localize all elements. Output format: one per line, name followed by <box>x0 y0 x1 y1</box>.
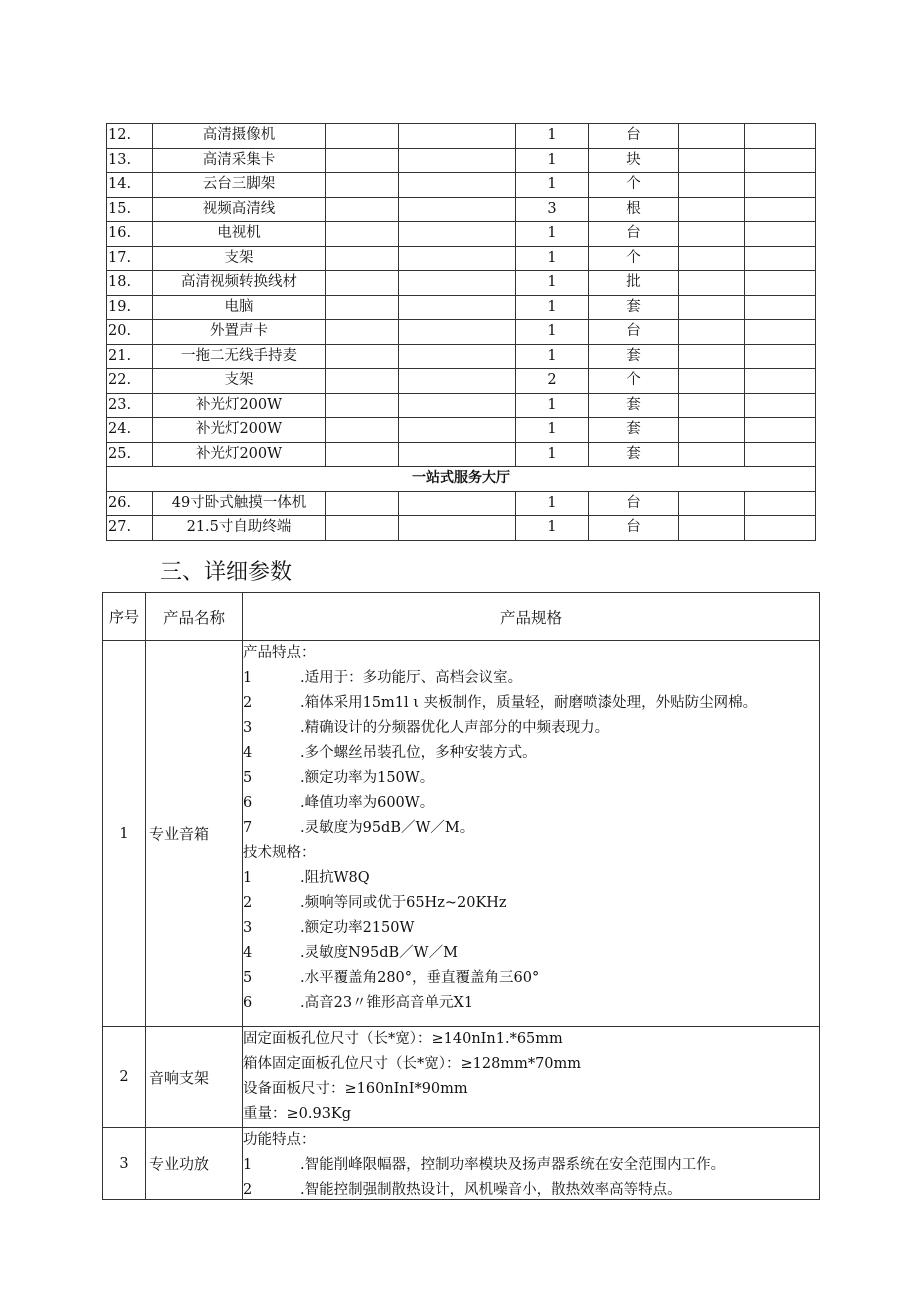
product-name: 专业功放 <box>146 1128 243 1200</box>
line-number: 7 <box>243 820 253 836</box>
product-spec <box>243 1027 820 1128</box>
spec-content-1 <box>243 641 819 1026</box>
equipment-row <box>107 344 816 369</box>
blank-cell <box>399 271 516 296</box>
product-row-2 <box>103 1027 820 1128</box>
line-number: 5 <box>243 770 253 786</box>
product-name: 专业音箱 <box>146 641 243 1027</box>
header-seq: 序号 <box>103 593 146 641</box>
row-number: 20. <box>107 320 153 345</box>
blank-cell <box>679 246 745 271</box>
blank-cell <box>745 369 816 394</box>
blank-cell <box>399 369 516 394</box>
blank-cell <box>679 344 745 369</box>
equipment-row <box>107 197 816 222</box>
line-number: 2 <box>243 1182 253 1198</box>
spec-text-line: 固定面板孔位尺寸（长*宽）：≥140nIn1.*65mm <box>243 1031 563 1047</box>
blank-cell <box>679 222 745 247</box>
blank-cell <box>679 197 745 222</box>
header-spec: 产品规格 <box>243 593 820 641</box>
item-name: 高清视频转换线材 <box>153 271 326 296</box>
item-name: 支架 <box>153 246 326 271</box>
item-quantity: 1 <box>516 442 589 467</box>
item-quantity: 1 <box>516 124 589 149</box>
blank-cell <box>679 442 745 467</box>
row-number: 24. <box>107 418 153 443</box>
spec-numbered-line <box>243 941 819 966</box>
blank-cell <box>326 246 399 271</box>
item-name: 补光灯200W <box>153 418 326 443</box>
item-quantity: 1 <box>516 148 589 173</box>
line-text: .水平覆盖角280°，垂直覆盖角三60° <box>300 970 540 986</box>
item-quantity: 1 <box>516 320 589 345</box>
line-number: 2 <box>243 895 253 911</box>
product-seq: 1 <box>103 641 146 1027</box>
blank-cell <box>679 148 745 173</box>
spec-numbered-line <box>243 891 819 916</box>
spec-numbered-line <box>243 666 819 691</box>
blank-cell <box>326 393 399 418</box>
item-unit: 个 <box>589 369 679 394</box>
equipment-rows-b <box>107 491 816 540</box>
row-number: 12. <box>107 124 153 149</box>
blank-cell <box>745 271 816 296</box>
item-unit: 根 <box>589 197 679 222</box>
equipment-row <box>107 173 816 198</box>
item-quantity: 1 <box>516 516 589 541</box>
equipment-row <box>107 369 816 394</box>
row-number: 19. <box>107 295 153 320</box>
section-header-row-group <box>107 467 816 492</box>
item-quantity: 1 <box>516 344 589 369</box>
line-number: 1 <box>243 870 253 886</box>
blank-cell <box>745 222 816 247</box>
equipment-row <box>107 516 816 541</box>
blank-cell <box>679 418 745 443</box>
line-number: 3 <box>243 920 253 936</box>
row-number: 21. <box>107 344 153 369</box>
blank-cell <box>679 393 745 418</box>
item-quantity: 1 <box>516 491 589 516</box>
blank-cell <box>399 516 516 541</box>
spec-numbered-line <box>243 1178 819 1199</box>
blank-cell <box>745 442 816 467</box>
blank-cell <box>745 516 816 541</box>
line-text: .额定功率2150W <box>300 920 415 936</box>
equipment-row <box>107 442 816 467</box>
spec-numbered-line <box>243 866 819 891</box>
line-number: 1 <box>243 670 253 686</box>
spec-text-line: 设备面板尺寸：≥160nInI*90mm <box>243 1081 468 1097</box>
item-name: 电视机 <box>153 222 326 247</box>
row-number: 13. <box>107 148 153 173</box>
spec-numbered-line <box>243 816 819 841</box>
blank-cell <box>326 491 399 516</box>
blank-cell <box>399 246 516 271</box>
spec-header-row <box>103 593 820 641</box>
equipment-list-table <box>106 123 816 541</box>
item-quantity: 3 <box>516 197 589 222</box>
row-number: 18. <box>107 271 153 296</box>
blank-cell <box>399 393 516 418</box>
blank-cell <box>679 124 745 149</box>
spec-table <box>102 592 820 1200</box>
item-unit: 套 <box>589 295 679 320</box>
spec-numbered-line <box>243 741 819 766</box>
row-number: 17. <box>107 246 153 271</box>
equipment-row <box>107 320 816 345</box>
line-text: .智能控制强制散热设计，风机噪音小，散热效率高等特点。 <box>300 1182 682 1198</box>
blank-cell <box>399 124 516 149</box>
blank-cell <box>745 393 816 418</box>
blank-cell <box>745 418 816 443</box>
item-name: 支架 <box>153 369 326 394</box>
equipment-row <box>107 393 816 418</box>
item-unit: 台 <box>589 516 679 541</box>
product-row-3 <box>103 1128 820 1200</box>
row-number: 14. <box>107 173 153 198</box>
line-text: .精确设计的分频器优化人声部分的中频表现力。 <box>300 720 610 736</box>
product-seq: 2 <box>103 1027 146 1128</box>
item-name: 云台三脚架 <box>153 173 326 198</box>
row-number: 22. <box>107 369 153 394</box>
item-unit: 套 <box>589 442 679 467</box>
blank-cell <box>399 173 516 198</box>
blank-cell <box>326 516 399 541</box>
blank-cell <box>679 491 745 516</box>
blank-cell <box>399 295 516 320</box>
blank-cell <box>745 148 816 173</box>
spec-numbered-line <box>243 716 819 741</box>
item-quantity: 1 <box>516 271 589 296</box>
section-header: 一站式服务大厅 <box>107 467 816 492</box>
blank-cell <box>745 295 816 320</box>
blank-cell <box>745 320 816 345</box>
line-text: .智能削峰限幅器，控制功率模块及扬声器系统在安全范围内工作。 <box>300 1157 726 1173</box>
equipment-row <box>107 124 816 149</box>
blank-cell <box>326 418 399 443</box>
blank-cell <box>326 320 399 345</box>
spec-numbered-line <box>243 1153 819 1178</box>
spec-numbered-line <box>243 916 819 941</box>
item-name: 21.5寸自助终端 <box>153 516 326 541</box>
blank-cell <box>745 197 816 222</box>
blank-cell <box>326 148 399 173</box>
line-number: 4 <box>243 945 253 961</box>
item-name: 电脑 <box>153 295 326 320</box>
row-number: 16. <box>107 222 153 247</box>
spec-numbered-line <box>243 766 819 791</box>
blank-cell <box>326 124 399 149</box>
blank-cell <box>326 271 399 296</box>
line-number: 4 <box>243 745 253 761</box>
row-number: 23. <box>107 393 153 418</box>
item-unit: 套 <box>589 418 679 443</box>
blank-cell <box>399 344 516 369</box>
item-unit: 台 <box>589 124 679 149</box>
spec-text-line: 重量：≥0.93Kg <box>243 1106 352 1122</box>
item-quantity: 1 <box>516 222 589 247</box>
line-text: .额定功率为150W。 <box>300 770 435 786</box>
line-text: .多个螺丝吊装孔位，多种安装方式。 <box>300 745 537 761</box>
blank-cell <box>399 418 516 443</box>
item-name: 外置声卡 <box>153 320 326 345</box>
line-text: .频响等同或优于65Hz~20KHz <box>300 895 507 911</box>
item-unit: 套 <box>589 344 679 369</box>
item-name: 一拖二无线手持麦 <box>153 344 326 369</box>
blank-cell <box>679 369 745 394</box>
line-text: .高音23〃锥形高音单元X1 <box>300 995 474 1011</box>
spec-numbered-line <box>243 791 819 816</box>
product-seq: 3 <box>103 1128 146 1200</box>
item-unit: 批 <box>589 271 679 296</box>
item-name: 补光灯200W <box>153 393 326 418</box>
spec-text-line: 技术规格： <box>243 845 316 861</box>
product-spec <box>243 1128 820 1200</box>
line-number: 6 <box>243 795 253 811</box>
blank-cell <box>745 173 816 198</box>
line-number: 1 <box>243 1157 253 1173</box>
blank-cell <box>745 124 816 149</box>
blank-cell <box>679 295 745 320</box>
blank-cell <box>399 442 516 467</box>
line-text: .峰值功率为600W。 <box>300 795 435 811</box>
item-unit: 台 <box>589 320 679 345</box>
item-unit: 套 <box>589 393 679 418</box>
equipment-row <box>107 148 816 173</box>
spec-text-line: 产品特点： <box>243 645 316 661</box>
item-name: 49寸卧式触摸一体机 <box>153 491 326 516</box>
blank-cell <box>399 197 516 222</box>
row-number: 27. <box>107 516 153 541</box>
equipment-row <box>107 295 816 320</box>
blank-cell <box>679 173 745 198</box>
spec-content-3 <box>243 1128 819 1199</box>
blank-cell <box>399 320 516 345</box>
spec-text-line: 箱体固定面板孔位尺寸（长*宽）：≥128mm*70mm <box>243 1056 582 1072</box>
row-number: 25. <box>107 442 153 467</box>
blank-cell <box>745 491 816 516</box>
item-quantity: 1 <box>516 418 589 443</box>
row-number: 26. <box>107 491 153 516</box>
blank-cell <box>399 491 516 516</box>
item-quantity: 1 <box>516 246 589 271</box>
blank-cell <box>679 271 745 296</box>
line-text: .适用于：多功能厅、高档会议室。 <box>300 670 523 686</box>
item-name: 补光灯200W <box>153 442 326 467</box>
blank-cell <box>326 295 399 320</box>
item-quantity: 1 <box>516 173 589 198</box>
spec-numbered-line <box>243 691 819 716</box>
spec-content-2 <box>243 1027 819 1127</box>
section-header-row <box>107 467 816 492</box>
equipment-row <box>107 418 816 443</box>
product-row-1 <box>103 641 820 1027</box>
equipment-rows-a <box>107 124 816 467</box>
item-unit: 台 <box>589 491 679 516</box>
item-quantity: 1 <box>516 393 589 418</box>
item-name: 高清采集卡 <box>153 148 326 173</box>
line-text: .灵敏度N95dB／W／M <box>300 945 458 961</box>
blank-cell <box>745 344 816 369</box>
line-number: 5 <box>243 970 253 986</box>
line-text: .灵敏度为95dB／W／M。 <box>300 820 475 836</box>
item-name: 视频高清线 <box>153 197 326 222</box>
blank-cell <box>326 369 399 394</box>
item-unit: 个 <box>589 246 679 271</box>
line-number: 2 <box>243 695 253 711</box>
product-spec <box>243 641 820 1027</box>
spec-numbered-line <box>243 966 819 991</box>
blank-cell <box>679 320 745 345</box>
equipment-row <box>107 246 816 271</box>
item-unit: 个 <box>589 173 679 198</box>
blank-cell <box>326 197 399 222</box>
blank-cell <box>679 516 745 541</box>
product-name: 音响支架 <box>146 1027 243 1128</box>
header-name: 产品名称 <box>146 593 243 641</box>
line-number: 6 <box>243 995 253 1011</box>
equipment-row <box>107 222 816 247</box>
row-number: 15. <box>107 197 153 222</box>
blank-cell <box>399 222 516 247</box>
spec-text-line: 功能特点： <box>243 1132 316 1148</box>
blank-cell <box>326 173 399 198</box>
item-quantity: 1 <box>516 295 589 320</box>
item-quantity: 2 <box>516 369 589 394</box>
equipment-row <box>107 491 816 516</box>
blank-cell <box>326 344 399 369</box>
item-name: 高清摄像机 <box>153 124 326 149</box>
equipment-row <box>107 271 816 296</box>
blank-cell <box>399 148 516 173</box>
blank-cell <box>745 246 816 271</box>
blank-cell <box>326 222 399 247</box>
line-number: 3 <box>243 720 253 736</box>
section-title: 三、详细参数 <box>160 560 293 585</box>
line-text: .阻抗W8Q <box>300 870 370 886</box>
line-text: .箱体采用15m1l ι 夹板制作，质量轻，耐磨喷漆处理，外贴防尘网棉。 <box>300 695 758 711</box>
spec-numbered-line <box>243 991 819 1016</box>
item-unit: 块 <box>589 148 679 173</box>
item-unit: 台 <box>589 222 679 247</box>
blank-cell <box>326 442 399 467</box>
